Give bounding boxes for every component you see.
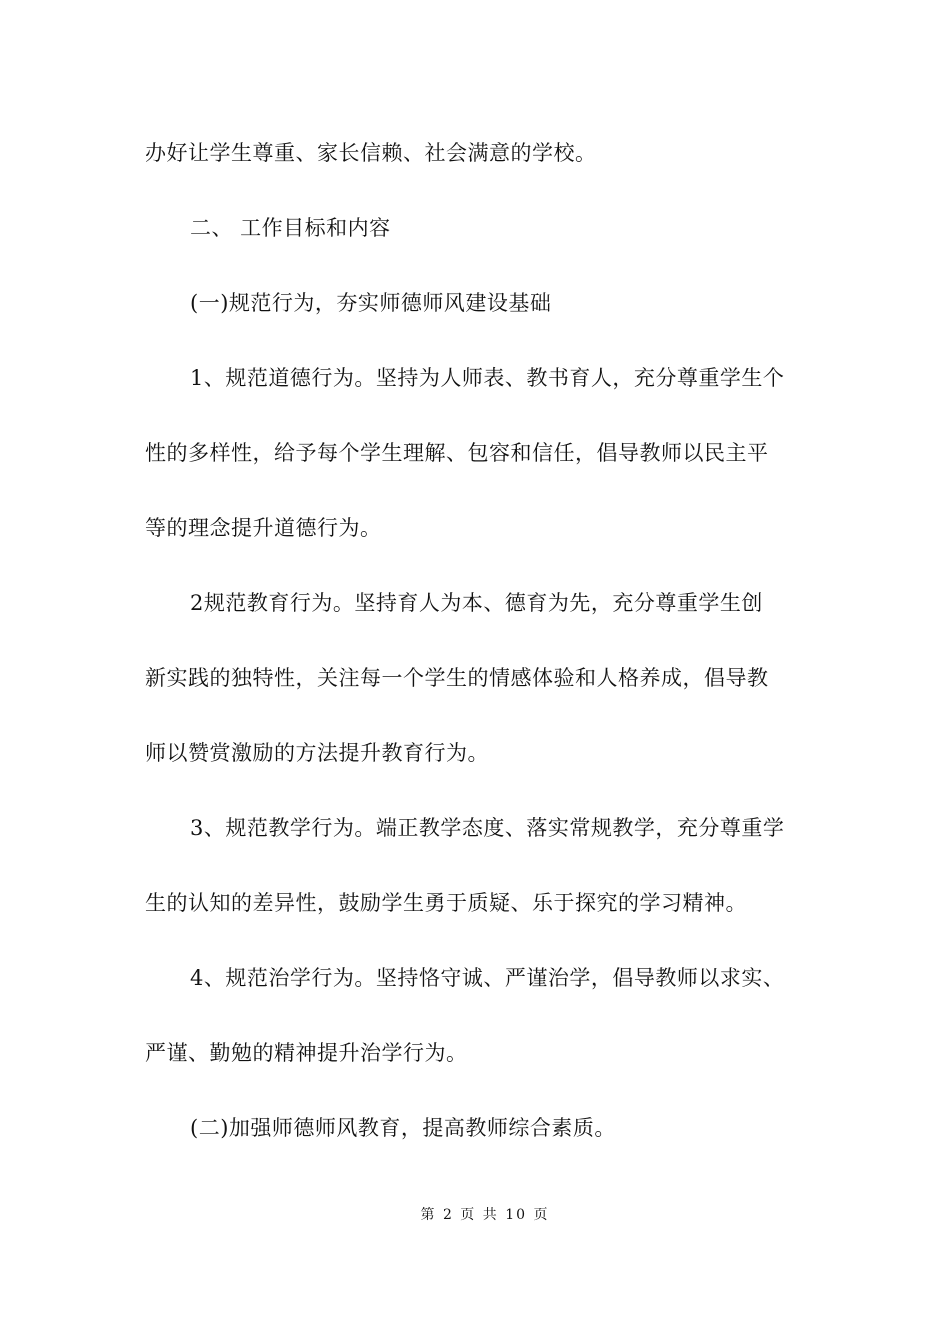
paragraph-line: 生的认知的差异性，鼓励学生勇于质疑、乐于探究的学习精神。	[145, 891, 747, 915]
paragraph-line: 办好让学生尊重、家长信赖、社会满意的学校。	[145, 141, 597, 165]
page-number-footer: 第 2 页 共 10 页	[420, 1207, 550, 1223]
paragraph-line: 等的理念提升道德行为。	[145, 516, 382, 540]
paragraph-line: 4、规范治学行为。坚持恪守诚、严谨治学，倡导教师以求实、	[190, 966, 785, 990]
paragraph-line: 3、规范教学行为。端正教学态度、落实常规教学，充分尊重学	[190, 816, 785, 840]
paragraph-line: 新实践的独特性，关注每一个学生的情感体验和人格养成，倡导教	[145, 666, 769, 690]
paragraph-line: 1、规范道德行为。坚持为人师表、教书育人，充分尊重学生个	[190, 366, 785, 390]
section-heading: 二、 工作目标和内容	[190, 216, 391, 240]
paragraph-line: 2规范教育行为。坚持育人为本、德育为先，充分尊重学生创	[190, 591, 763, 615]
subsection-heading: (二)加强师德师风教育，提高教师综合素质。	[190, 1116, 616, 1140]
paragraph-line: 严谨、勤勉的精神提升治学行为。	[145, 1041, 468, 1065]
paragraph-line: 师以赞赏激励的方法提升教育行为。	[145, 741, 489, 765]
subsection-heading: (一)规范行为，夯实师德师风建设基础	[190, 291, 552, 315]
paragraph-line: 性的多样性，给予每个学生理解、包容和信任，倡导教师以民主平	[145, 441, 769, 465]
